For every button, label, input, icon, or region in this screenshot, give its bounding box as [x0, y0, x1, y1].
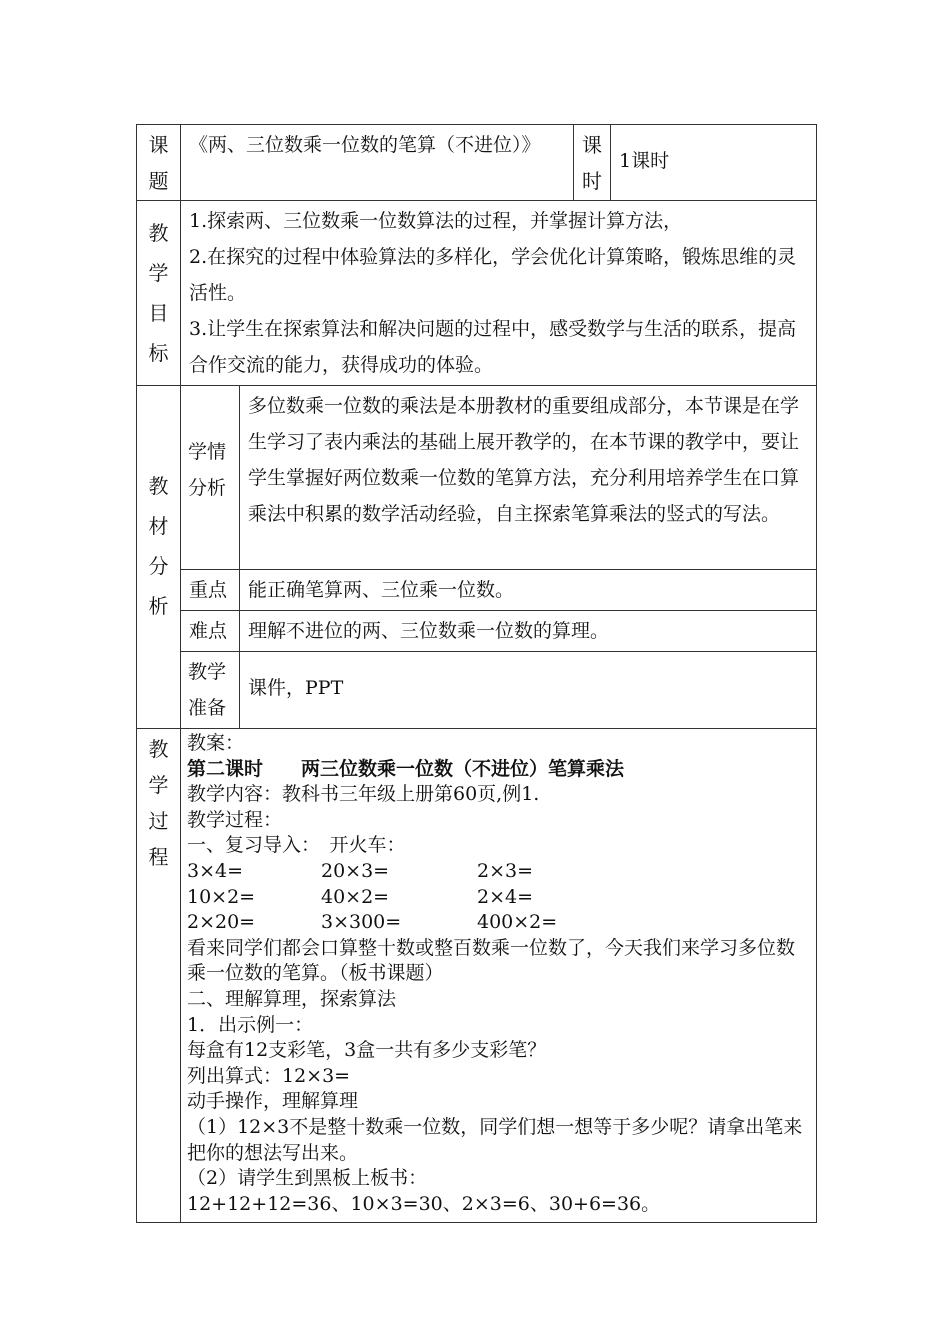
difficulty-label: 难点: [189, 620, 228, 642]
process-cell: [181, 729, 817, 1223]
step-one: （1）12×3不是整十数乘一位数，同学们想一想等于多少呢？请拿出笔来把你的想法写出来。: [187, 1115, 803, 1164]
situation-row: [137, 386, 817, 570]
board-line: 12+12+12=36、10×3=30、2×3=6、30+6=36。: [187, 1192, 661, 1215]
period-value: 1课时: [619, 150, 670, 172]
lesson-plan-table: [136, 124, 817, 1223]
prep-cell: [240, 652, 817, 729]
example-question: 每盒有12支彩笔，3盒一共有多少支彩笔？: [187, 1039, 547, 1062]
process-row: [137, 729, 817, 1223]
situation-label-cell: [181, 386, 240, 570]
difficulty-row: [137, 611, 817, 652]
intro-paragraph: 看来同学们都会口算整十数或整百数乘一位数了，今天我们来学习多位数乘一位数的笔算。（板书课题）: [187, 936, 796, 985]
prep-text: 课件，PPT: [248, 677, 344, 699]
drill-row: [187, 910, 810, 936]
key-label-cell: [181, 570, 240, 611]
lesson-topic: 《两、三位数乘一位数的笔算（不进位）》: [189, 134, 541, 156]
lesson-title: 第二课时 两三位数乘一位数（不进位）笔算乘法: [187, 757, 625, 780]
topic-label: 课题: [148, 133, 169, 193]
plan-heading: 教案：: [187, 732, 245, 754]
situation-cell: [240, 386, 817, 570]
difficulty-text: 理解不进位的两、三位数乘一位数的算理。: [248, 620, 610, 642]
key-cell: [240, 570, 817, 611]
example-heading: 1．出示例一：: [187, 1013, 314, 1036]
process-label: 教学过程: [148, 737, 169, 869]
review-heading: 一、复习导入： 开火车：: [187, 834, 406, 857]
objective-item: 3.让学生在探索算法和解决问题的过程中，感受数学与生活的联系，提高合作交流的能力，获得成功的体验。: [189, 318, 797, 376]
drill-item: 10×2=: [187, 885, 256, 908]
drill-row: [187, 859, 810, 885]
drill-item: 3×300=: [321, 911, 402, 934]
drill-row: [187, 885, 810, 911]
key-text: 能正确笔算两、三位乘一位数。: [248, 579, 515, 601]
difficulty-cell: [240, 611, 817, 652]
topic-cell: [181, 125, 574, 201]
objectives-label-cell: [137, 201, 181, 386]
explore-heading: 二、理解算理，探索算法: [187, 987, 397, 1010]
objectives-cell: [181, 201, 817, 386]
formula-line: 列出算式：12×3=: [187, 1064, 351, 1087]
step-two: （2）请学生到黑板上板书：: [187, 1167, 428, 1190]
steps-heading: 教学过程：: [187, 808, 283, 831]
content-line: 教学内容：教科书三年级上册第60页,例1.: [187, 783, 540, 806]
topic-label-cell: [137, 125, 181, 201]
key-row: [137, 570, 817, 611]
operate-line: 动手操作，理解算理: [187, 1090, 359, 1113]
analysis-label: 教材分析: [148, 474, 169, 618]
situation-label: 学情分析: [188, 441, 227, 499]
drill-item: 40×2=: [321, 885, 390, 908]
period-cell: [611, 125, 817, 201]
prep-label: 教学准备: [188, 661, 227, 719]
process-label-cell: [137, 729, 181, 1223]
period-label: 课时: [582, 133, 603, 193]
drill-item: 20×3=: [321, 859, 390, 882]
analysis-label-cell: [137, 386, 181, 729]
prep-label-cell: [181, 652, 240, 729]
objective-item: 1.探索两、三位数乘一位数算法的过程，并掌握计算方法，: [189, 210, 683, 232]
objectives-row: [137, 201, 817, 386]
objective-item: 2.在探究的过程中体验算法的多样化，学会优化计算策略，锻炼思维的灵活性。: [189, 246, 797, 304]
drill-item: 400×2=: [477, 911, 558, 934]
drill-item: 2×3=: [477, 859, 534, 882]
drill-item: 3×4=: [187, 859, 244, 882]
period-label-cell: [574, 125, 611, 201]
drill-item: 2×20=: [187, 911, 256, 934]
topic-row: [137, 125, 817, 201]
objectives-label: 教学目标: [148, 221, 169, 365]
drill-item: 2×4=: [477, 885, 534, 908]
key-label: 重点: [189, 579, 228, 601]
prep-row: [137, 652, 817, 729]
situation-text: 多位数乘一位数的乘法是本册教材的重要组成部分，本节课是在学生学习了表内乘法的基础上展开教学的，在本节课的教学中，要让学生掌握好两位数乘一位数的笔算方法，充分利用培养学生在口算乘法中积累的数学活动经验，自主探索笔算乘法的竖式的写法。: [248, 395, 800, 525]
difficulty-label-cell: [181, 611, 240, 652]
